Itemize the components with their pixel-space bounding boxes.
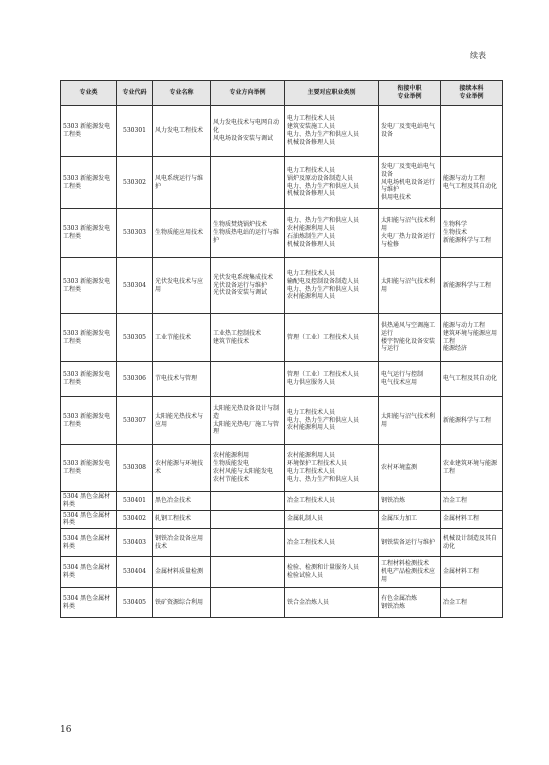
table-cell: 太阳能光热设备设计与制造 太阳能光热电厂施工与管理 xyxy=(211,397,285,445)
table-cell: 光伏发电技术与应用 xyxy=(153,258,211,314)
column-header: 专业类 xyxy=(61,81,117,106)
table-cell: 能源与动力工程 电气工程及其自动化 xyxy=(441,157,503,209)
table-cell: 工业热工控制技术 建筑节能技术 xyxy=(211,314,285,362)
table-cell xyxy=(211,588,285,618)
table-cell: 钢铁冶炼 xyxy=(379,492,441,511)
table-cell: 金属材料工程 xyxy=(441,557,503,588)
table-cell: 5303 新能源发电工程类 xyxy=(61,445,117,492)
table-cell: 新能源科学与工程 xyxy=(441,397,503,445)
table-cell: 发电厂及变电站电气设备 xyxy=(379,106,441,157)
table-cell: 530402 xyxy=(117,510,153,529)
table-cell: 5303 新能源发电工程类 xyxy=(61,209,117,258)
table-row xyxy=(61,106,503,157)
table-cell: 生物质能应用技术 xyxy=(153,209,211,258)
table-cell: 5303 新能源发电工程类 xyxy=(61,258,117,314)
table-cell: 5303 新能源发电工程类 xyxy=(61,397,117,445)
table-cell: 5304 黑色金属材料类 xyxy=(61,557,117,588)
table-cell: 农村能源与环境技术 xyxy=(153,445,211,492)
table-cell: 生物质焚烧锅炉技术 生物质热电站的运行与维护 xyxy=(211,209,285,258)
table-cell: 电力、热力生产和供应人员 农村能源利用人员 石油炼制生产人员 机械设备修理人员 xyxy=(285,209,379,258)
table-cell: 530306 xyxy=(117,362,153,397)
table-cell: 530307 xyxy=(117,397,153,445)
table-row xyxy=(61,557,503,588)
table-cell: 农村环境监测 xyxy=(379,445,441,492)
table-cell xyxy=(211,557,285,588)
table-cell: 5303 新能源发电工程类 xyxy=(61,314,117,362)
table-row xyxy=(61,258,503,314)
table-cell: 电气运行与控制 电气技术应用 xyxy=(379,362,441,397)
table-cell: 电气工程及其自动化 xyxy=(441,362,503,397)
table-cell: 检验、检测和计量服务人员 检验试验人员 xyxy=(285,557,379,588)
table-cell: 光伏发电系统集成技术 光伏设备运行与维护 光伏设备安装与调试 xyxy=(211,258,285,314)
table-cell: 太阳能与沼气技术利用 xyxy=(379,258,441,314)
table-cell: 黑色冶金技术 xyxy=(153,492,211,511)
table-row xyxy=(61,445,503,492)
table-row xyxy=(61,157,503,209)
table-cell xyxy=(441,106,503,157)
table-cell: 工业节能技术 xyxy=(153,314,211,362)
table-cell xyxy=(211,157,285,209)
column-header: 专业代码 xyxy=(117,81,153,106)
table-cell: 发电厂及变电站电气设备 风电场机电设备运行与维护 供用电技术 xyxy=(379,157,441,209)
table-cell xyxy=(211,510,285,529)
table-cell: 铁矿资源综合利用 xyxy=(153,588,211,618)
table-cell: 管理（工业）工程技术人员 电力供应服务人员 xyxy=(285,362,379,397)
table-cell: 工程材料检测技术 机电产品检测技术应用 xyxy=(379,557,441,588)
table-cell: 电力工程技术人员 输配电及控制设备制造人员 电力、热力生产和供应人员 农村能源利用人员 xyxy=(285,258,379,314)
table-cell: 太阳能与沼气技术利用 火电厂热力设备运行与检修 xyxy=(379,209,441,258)
table-cell: 530301 xyxy=(117,106,153,157)
table-cell xyxy=(211,529,285,557)
table-cell: 530308 xyxy=(117,445,153,492)
page-number: 16 xyxy=(60,725,72,735)
table-cell: 管理（工业）工程技术人员 xyxy=(285,314,379,362)
table-cell xyxy=(211,362,285,397)
table-cell: 铁合金冶炼人员 xyxy=(285,588,379,618)
table-cell: 风电系统运行与维护 xyxy=(153,157,211,209)
table-cell: 金属轧制人员 xyxy=(285,510,379,529)
table-cell: 金属材料质量检测 xyxy=(153,557,211,588)
table-cell: 冶金工程 xyxy=(441,588,503,618)
table-row xyxy=(61,397,503,445)
table-cell: 5304 黑色金属材料类 xyxy=(61,510,117,529)
table-cell: 钢铁冶金设备应用技术 xyxy=(153,529,211,557)
table-cell: 金属材料工程 xyxy=(441,510,503,529)
table-cell: 电力工程技术人员 电力、热力生产和供应人员 农村能源利用人员 xyxy=(285,397,379,445)
table-cell: 供热通风与空调施工运行 楼宇智能化设备安装与运行 xyxy=(379,314,441,362)
table-cell: 生物科学 生物技术 新能源科学与工程 xyxy=(441,209,503,258)
table-cell: 530403 xyxy=(117,529,153,557)
major-catalog-table xyxy=(60,80,503,618)
table-cell: 新能源科学与工程 xyxy=(441,258,503,314)
table-cell: 电力工程技术人员 建筑安装施工人员 电力、热力生产和供应人员 机械设备修理人员 xyxy=(285,106,379,157)
table-cell: 530305 xyxy=(117,314,153,362)
table-cell: 能源与动力工程 建筑环境与能源应用工程 能源经济 xyxy=(441,314,503,362)
table-row xyxy=(61,362,503,397)
table-cell: 金属压力加工 xyxy=(379,510,441,529)
column-header: 主要对应职业类别 xyxy=(285,81,379,106)
continued-label: 续表 xyxy=(470,51,486,60)
table-cell: 农村能源利用人员 环境保护工程技术人员 电力工程技术人员 电力、热力生产和供应人员 xyxy=(285,445,379,492)
table-cell: 530404 xyxy=(117,557,153,588)
table-cell: 冶金工程技术人员 xyxy=(285,492,379,511)
table-cell: 节电技术与管理 xyxy=(153,362,211,397)
table-cell: 5303 新能源发电工程类 xyxy=(61,106,117,157)
table-cell: 530302 xyxy=(117,157,153,209)
table-cell: 风力发电工程技术 xyxy=(153,106,211,157)
table-cell: 冶金工程技术人员 xyxy=(285,529,379,557)
column-header: 专业名称 xyxy=(153,81,211,106)
column-header: 接续本科 专业举例 xyxy=(441,81,503,106)
table-row xyxy=(61,314,503,362)
table-row xyxy=(61,510,503,529)
table-header-row xyxy=(61,81,503,106)
table-cell: 530304 xyxy=(117,258,153,314)
table-cell: 5304 黑色金属材料类 xyxy=(61,492,117,511)
table-cell: 冶金工程 xyxy=(441,492,503,511)
table-cell: 轧钢工程技术 xyxy=(153,510,211,529)
table-cell: 农业建筑环境与能源工程 xyxy=(441,445,503,492)
table-cell: 530405 xyxy=(117,588,153,618)
table-cell: 钢铁装备运行与维护 xyxy=(379,529,441,557)
table-cell: 太阳能光热技术与应用 xyxy=(153,397,211,445)
table-cell: 有色金属冶炼 钢铁冶炼 xyxy=(379,588,441,618)
table-cell: 机械设计制造及其自动化 xyxy=(441,529,503,557)
table-cell: 5304 黑色金属材料类 xyxy=(61,529,117,557)
table-cell xyxy=(211,492,285,511)
column-header: 衔接中职 专业举例 xyxy=(379,81,441,106)
table-cell: 5304 黑色金属材料类 xyxy=(61,588,117,618)
table-cell: 太阳能与沼气技术利用 xyxy=(379,397,441,445)
table-cell: 电力工程技术人员 锅炉及原动设备制造人员 电力、热力生产和供应人员 机械设备修理人员 xyxy=(285,157,379,209)
table-cell: 5303 新能源发电工程类 xyxy=(61,157,117,209)
column-header: 专业方向举例 xyxy=(211,81,285,106)
table-cell: 530401 xyxy=(117,492,153,511)
table-row xyxy=(61,209,503,258)
table-cell: 风力发电技术与电网自动化 风电场设备安装与调试 xyxy=(211,106,285,157)
table-body xyxy=(61,106,503,618)
table-row xyxy=(61,529,503,557)
table-cell: 5303 新能源发电工程类 xyxy=(61,362,117,397)
table-cell: 530303 xyxy=(117,209,153,258)
table-row xyxy=(61,588,503,618)
table-row xyxy=(61,492,503,511)
table-cell: 农村能源利用 生物质能发电 农村风能与太阳能发电 农村节能技术 xyxy=(211,445,285,492)
